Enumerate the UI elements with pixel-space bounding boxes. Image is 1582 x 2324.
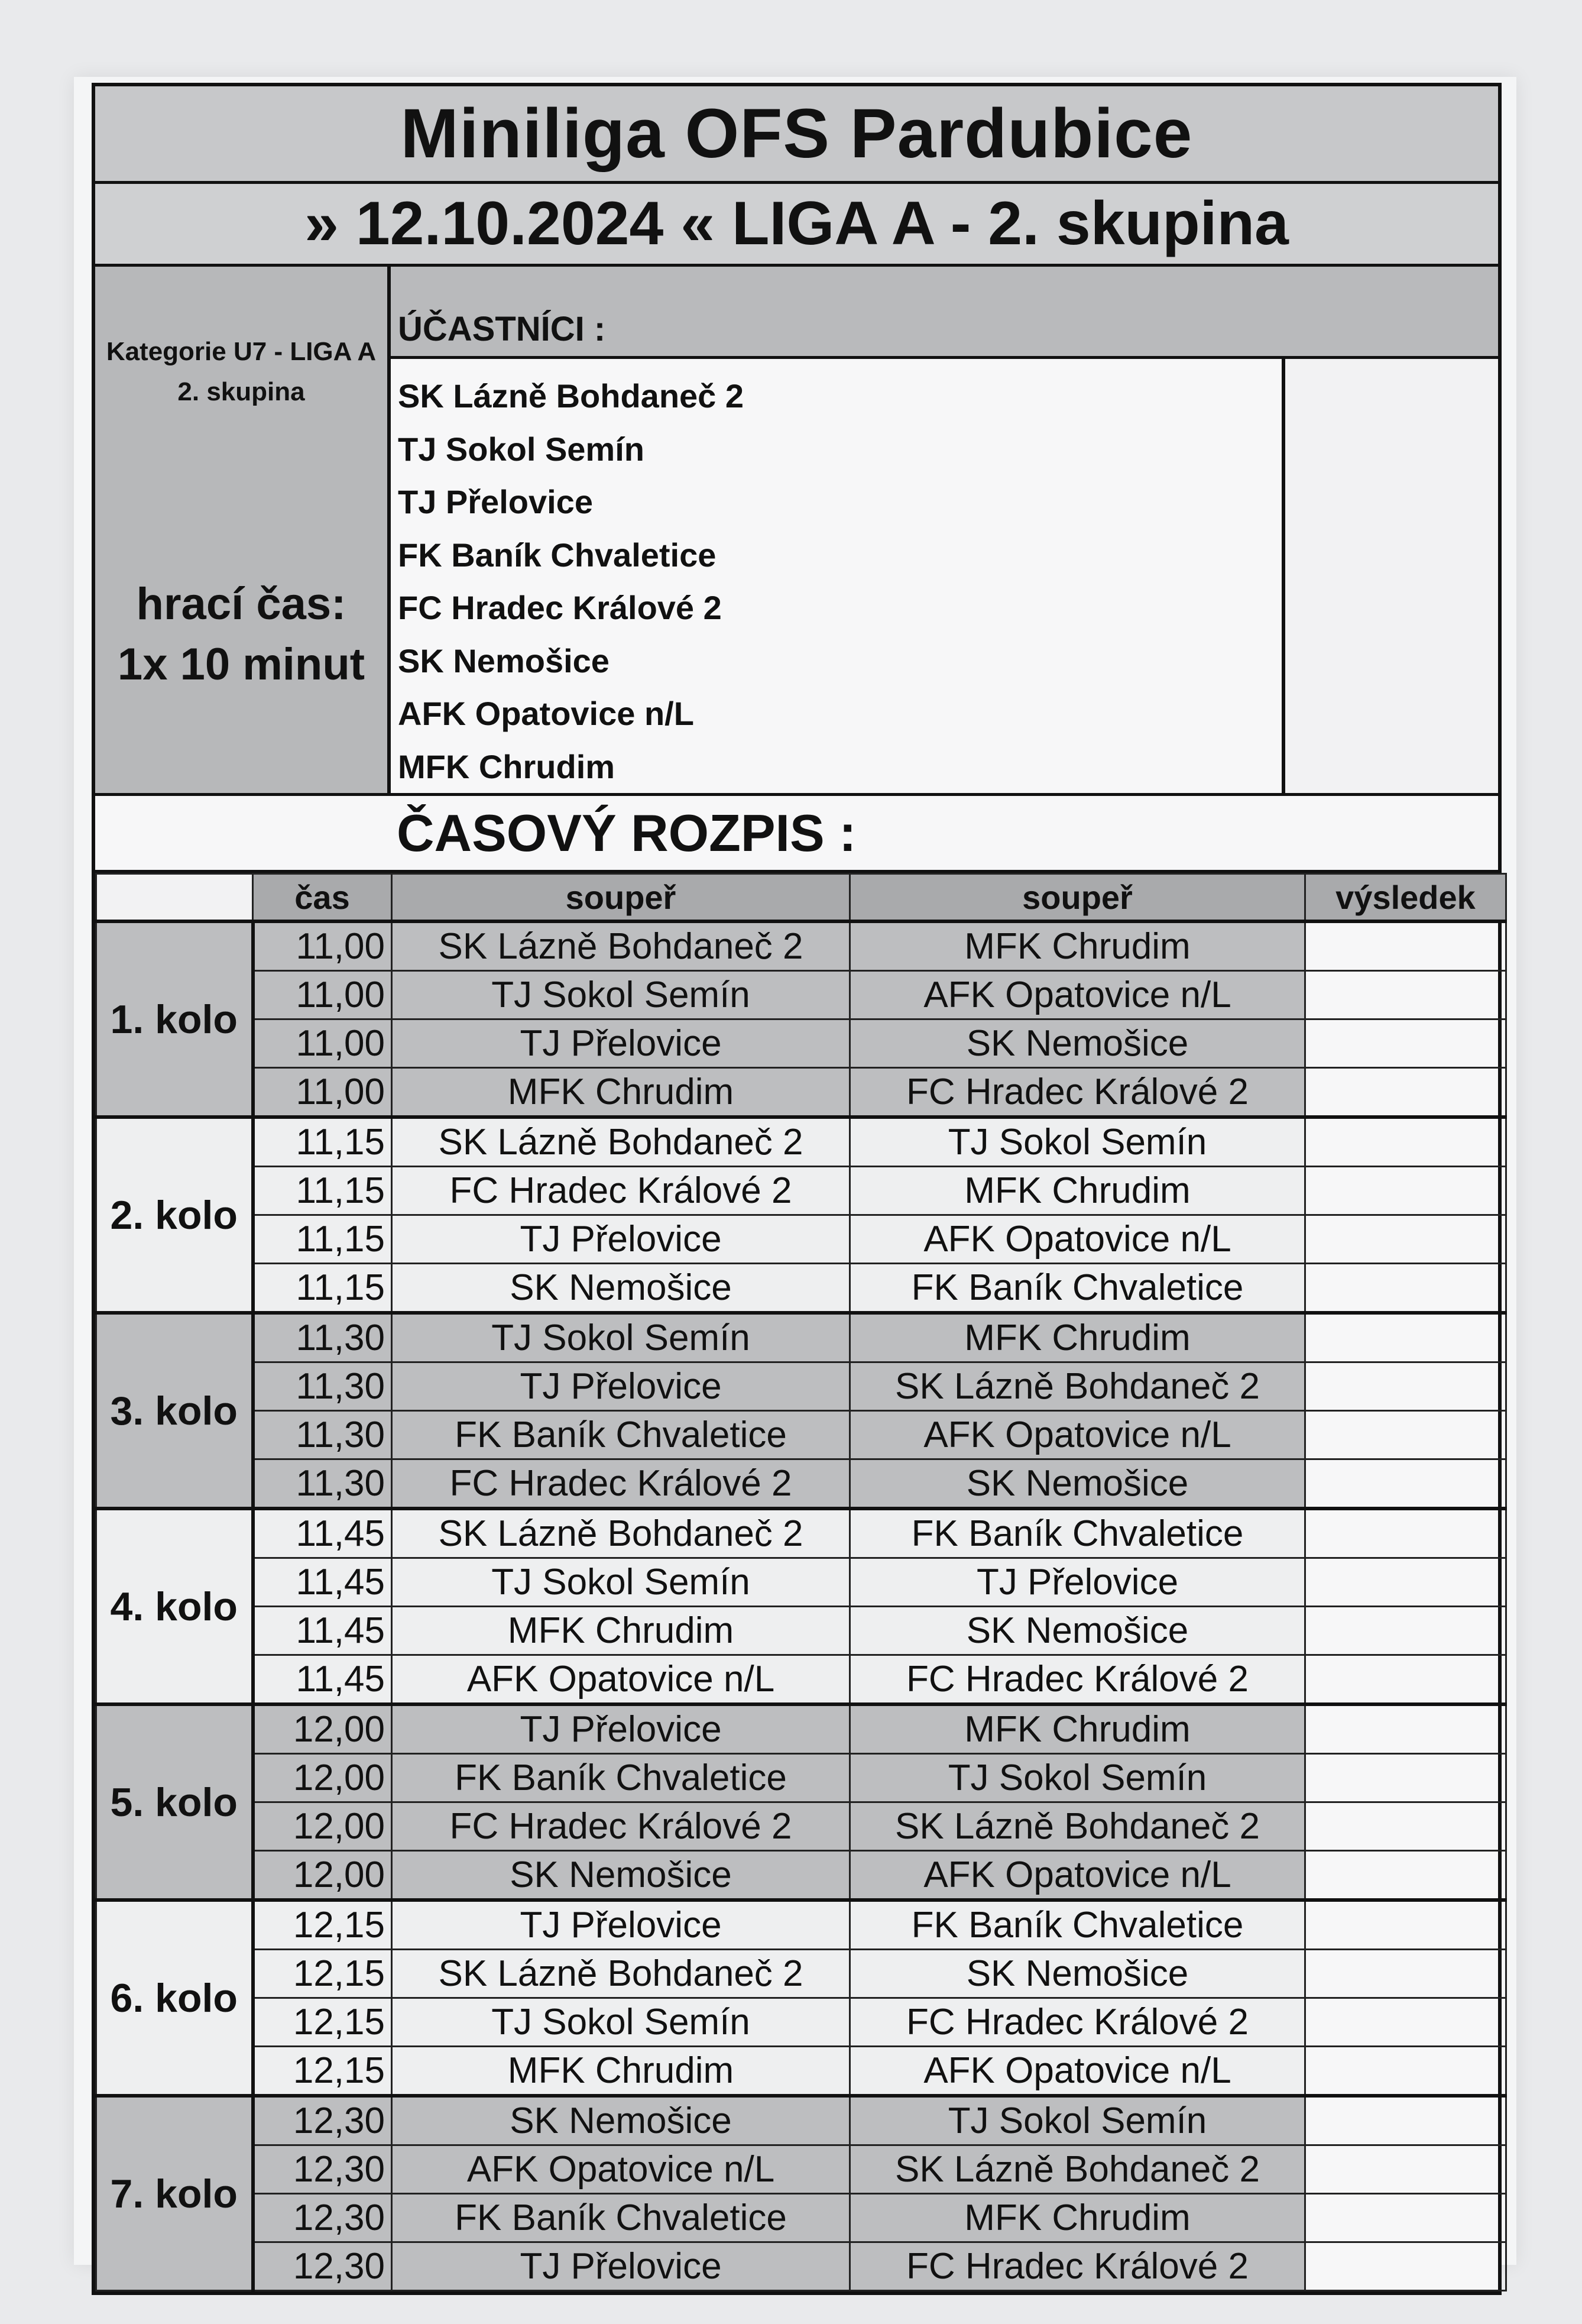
match-time: 11,00	[253, 971, 392, 1019]
match-team2: TJ Přelovice	[850, 1558, 1305, 1607]
match-team1: SK Lázně Bohdaneč 2	[392, 1509, 850, 1558]
match-team2: SK Nemošice	[850, 1019, 1305, 1068]
match-time: 11,30	[253, 1411, 392, 1459]
document-subtitle: » 12.10.2024 « LIGA A - 2. skupina	[95, 184, 1498, 267]
round-label: 6. kolo	[96, 1900, 253, 2096]
match-team1: AFK Opatovice n/L	[392, 1655, 850, 1705]
match-time: 11,45	[253, 1655, 392, 1705]
match-row	[96, 1117, 1506, 1167]
match-time: 12,30	[253, 2096, 392, 2145]
match-row	[96, 1998, 1506, 2047]
play-time	[95, 574, 387, 695]
match-team2: MFK Chrudim	[850, 1167, 1305, 1215]
match-result	[1305, 2242, 1506, 2291]
match-result	[1305, 1313, 1506, 1362]
match-team1: TJ Přelovice	[392, 1900, 850, 1950]
match-result	[1305, 1215, 1506, 1264]
match-result	[1305, 1459, 1506, 1509]
match-row	[96, 1607, 1506, 1655]
schedule-body	[96, 921, 1506, 2291]
participant-item: MFK Chrudim	[398, 747, 615, 785]
match-result	[1305, 1019, 1506, 1068]
match-result	[1305, 2047, 1506, 2096]
match-team2: AFK Opatovice n/L	[850, 1851, 1305, 1901]
match-team1: TJ Přelovice	[392, 1019, 850, 1068]
header-team1: soupeř	[392, 874, 850, 922]
match-time: 11,15	[253, 1117, 392, 1167]
match-row	[96, 2242, 1506, 2291]
match-row	[96, 2194, 1506, 2242]
participant-item: TJ Přelovice	[398, 483, 593, 521]
match-time: 11,30	[253, 1362, 392, 1411]
match-team1: FC Hradec Králové 2	[392, 1167, 850, 1215]
match-team1: MFK Chrudim	[392, 1068, 850, 1118]
match-team2: FK Baník Chvaletice	[850, 1264, 1305, 1313]
match-row	[96, 1704, 1506, 1754]
match-team2: FK Baník Chvaletice	[850, 1900, 1305, 1950]
match-team2: AFK Opatovice n/L	[850, 971, 1305, 1019]
match-time: 11,45	[253, 1607, 392, 1655]
play-time-label: hrací čas:	[136, 579, 346, 629]
match-time: 11,15	[253, 1167, 392, 1215]
match-team1: FK Baník Chvaletice	[392, 1411, 850, 1459]
header-blank	[96, 874, 253, 922]
match-time: 12,30	[253, 2242, 392, 2291]
match-row	[96, 2096, 1506, 2145]
match-team2: AFK Opatovice n/L	[850, 1411, 1305, 1459]
match-time: 11,00	[253, 1068, 392, 1118]
match-team1: FK Baník Chvaletice	[392, 2194, 850, 2242]
match-team2: FC Hradec Králové 2	[850, 1068, 1305, 1118]
participant-item: TJ Sokol Semín	[398, 430, 644, 468]
match-team2: SK Lázně Bohdaneč 2	[850, 1362, 1305, 1411]
round-label: 2. kolo	[96, 1117, 253, 1313]
participants-body	[391, 359, 1498, 793]
match-row	[96, 921, 1506, 971]
match-team2: FC Hradec Králové 2	[850, 1998, 1305, 2047]
match-team1: FC Hradec Králové 2	[392, 1459, 850, 1509]
category-panel	[95, 267, 391, 793]
match-team1: SK Nemošice	[392, 1851, 850, 1901]
match-time: 11,00	[253, 921, 392, 971]
schedule-document	[92, 83, 1502, 2295]
match-time: 11,15	[253, 1264, 392, 1313]
round-label: 5. kolo	[96, 1704, 253, 1900]
match-time: 12,00	[253, 1851, 392, 1901]
match-result	[1305, 1362, 1506, 1411]
match-result	[1305, 1558, 1506, 1607]
match-team1: SK Lázně Bohdaneč 2	[392, 1117, 850, 1167]
round-label: 1. kolo	[96, 921, 253, 1117]
match-result	[1305, 2096, 1506, 2145]
match-row	[96, 1313, 1506, 1362]
match-time: 12,15	[253, 1998, 392, 2047]
match-team2: AFK Opatovice n/L	[850, 2047, 1305, 2096]
match-team2: MFK Chrudim	[850, 1704, 1305, 1754]
match-team2: SK Nemošice	[850, 1950, 1305, 1998]
match-team1: SK Nemošice	[392, 2096, 850, 2145]
match-team1: FC Hradec Králové 2	[392, 1802, 850, 1851]
schedule-table	[95, 873, 1507, 2291]
match-result	[1305, 1167, 1506, 1215]
match-time: 12,00	[253, 1802, 392, 1851]
match-result	[1305, 921, 1506, 971]
participant-item: AFK Opatovice n/L	[398, 695, 694, 733]
match-row	[96, 1754, 1506, 1802]
match-row	[96, 1264, 1506, 1313]
schedule-header-row	[96, 874, 1506, 922]
participants-panel	[391, 267, 1498, 793]
play-time-value: 1x 10 minut	[117, 639, 365, 690]
match-team1: TJ Přelovice	[392, 2242, 850, 2291]
match-team2: FC Hradec Králové 2	[850, 1655, 1305, 1705]
header-time: čas	[253, 874, 392, 922]
match-result	[1305, 2194, 1506, 2242]
match-row	[96, 1509, 1506, 1558]
match-row	[96, 2047, 1506, 2096]
match-team2: TJ Sokol Semín	[850, 2096, 1305, 2145]
match-time: 11,30	[253, 1459, 392, 1509]
match-team1: FK Baník Chvaletice	[392, 1754, 850, 1802]
match-row	[96, 1215, 1506, 1264]
match-row	[96, 1068, 1506, 1118]
match-team2: FC Hradec Králové 2	[850, 2242, 1305, 2291]
round-label: 7. kolo	[96, 2096, 253, 2291]
match-time: 11,30	[253, 1313, 392, 1362]
participants-header: ÚČASTNÍCI :	[391, 267, 1498, 359]
match-team1: MFK Chrudim	[392, 1607, 850, 1655]
match-team2: SK Lázně Bohdaneč 2	[850, 1802, 1305, 1851]
match-team2: SK Nemošice	[850, 1607, 1305, 1655]
match-time: 12,15	[253, 1900, 392, 1950]
participant-item: SK Lázně Bohdaneč 2	[398, 377, 744, 415]
match-team1: MFK Chrudim	[392, 2047, 850, 2096]
match-team1: AFK Opatovice n/L	[392, 2145, 850, 2194]
match-row	[96, 971, 1506, 1019]
match-row	[96, 1900, 1506, 1950]
match-time: 12,15	[253, 2047, 392, 2096]
participant-item: FK Baník Chvaletice	[398, 536, 717, 574]
match-team1: SK Lázně Bohdaneč 2	[392, 1950, 850, 1998]
match-row	[96, 1558, 1506, 1607]
match-result	[1305, 1802, 1506, 1851]
match-team2: FK Baník Chvaletice	[850, 1509, 1305, 1558]
participants-blank-column	[1285, 359, 1498, 793]
match-result	[1305, 1411, 1506, 1459]
match-team1: TJ Sokol Semín	[392, 1998, 850, 2047]
match-row	[96, 1411, 1506, 1459]
participants-list	[391, 359, 1285, 793]
document-title: Miniliga OFS Pardubice	[95, 86, 1498, 184]
match-row	[96, 1802, 1506, 1851]
match-result	[1305, 1900, 1506, 1950]
match-team2: MFK Chrudim	[850, 2194, 1305, 2242]
match-team1: TJ Sokol Semín	[392, 971, 850, 1019]
match-result	[1305, 2145, 1506, 2194]
match-team1: SK Nemošice	[392, 1264, 850, 1313]
match-team2: SK Lázně Bohdaneč 2	[850, 2145, 1305, 2194]
round-label: 4. kolo	[96, 1509, 253, 1704]
match-team2: TJ Sokol Semín	[850, 1117, 1305, 1167]
schedule-title: ČASOVÝ ROZPIS :	[95, 796, 1498, 873]
match-team1: TJ Přelovice	[392, 1704, 850, 1754]
match-row	[96, 1655, 1506, 1705]
match-result	[1305, 1998, 1506, 2047]
match-team1: SK Lázně Bohdaneč 2	[392, 921, 850, 971]
info-section	[95, 267, 1498, 796]
match-result	[1305, 1607, 1506, 1655]
round-label: 3. kolo	[96, 1313, 253, 1509]
match-result	[1305, 1655, 1506, 1705]
participant-item: FC Hradec Králové 2	[398, 589, 722, 627]
match-team2: MFK Chrudim	[850, 1313, 1305, 1362]
match-row	[96, 1362, 1506, 1411]
match-result	[1305, 1264, 1506, 1313]
match-row	[96, 2145, 1506, 2194]
match-row	[96, 1851, 1506, 1901]
match-team2: MFK Chrudim	[850, 921, 1305, 971]
match-time: 12,00	[253, 1704, 392, 1754]
match-result	[1305, 1068, 1506, 1118]
match-team1: TJ Sokol Semín	[392, 1558, 850, 1607]
match-time: 12,15	[253, 1950, 392, 1998]
match-row	[96, 1019, 1506, 1068]
match-time: 11,45	[253, 1509, 392, 1558]
match-time: 11,15	[253, 1215, 392, 1264]
match-result	[1305, 1950, 1506, 1998]
match-team1: TJ Sokol Semín	[392, 1313, 850, 1362]
match-team1: TJ Přelovice	[392, 1215, 850, 1264]
header-team2: soupeř	[850, 874, 1305, 922]
match-team2: TJ Sokol Semín	[850, 1754, 1305, 1802]
header-result: výsledek	[1305, 874, 1506, 922]
match-result	[1305, 971, 1506, 1019]
match-result	[1305, 1704, 1506, 1754]
match-time: 12,30	[253, 2194, 392, 2242]
category-label: Kategorie U7 - LIGA A 2. skupina	[106, 337, 377, 406]
match-team2: AFK Opatovice n/L	[850, 1215, 1305, 1264]
match-result	[1305, 1117, 1506, 1167]
match-result	[1305, 1509, 1506, 1558]
match-row	[96, 1950, 1506, 1998]
match-time: 11,00	[253, 1019, 392, 1068]
match-result	[1305, 1851, 1506, 1901]
match-row	[96, 1167, 1506, 1215]
participant-item: SK Nemošice	[398, 642, 610, 679]
match-team1: TJ Přelovice	[392, 1362, 850, 1411]
match-time: 12,00	[253, 1754, 392, 1802]
match-time: 11,45	[253, 1558, 392, 1607]
match-team2: SK Nemošice	[850, 1459, 1305, 1509]
match-time: 12,30	[253, 2145, 392, 2194]
match-row	[96, 1459, 1506, 1509]
match-result	[1305, 1754, 1506, 1802]
